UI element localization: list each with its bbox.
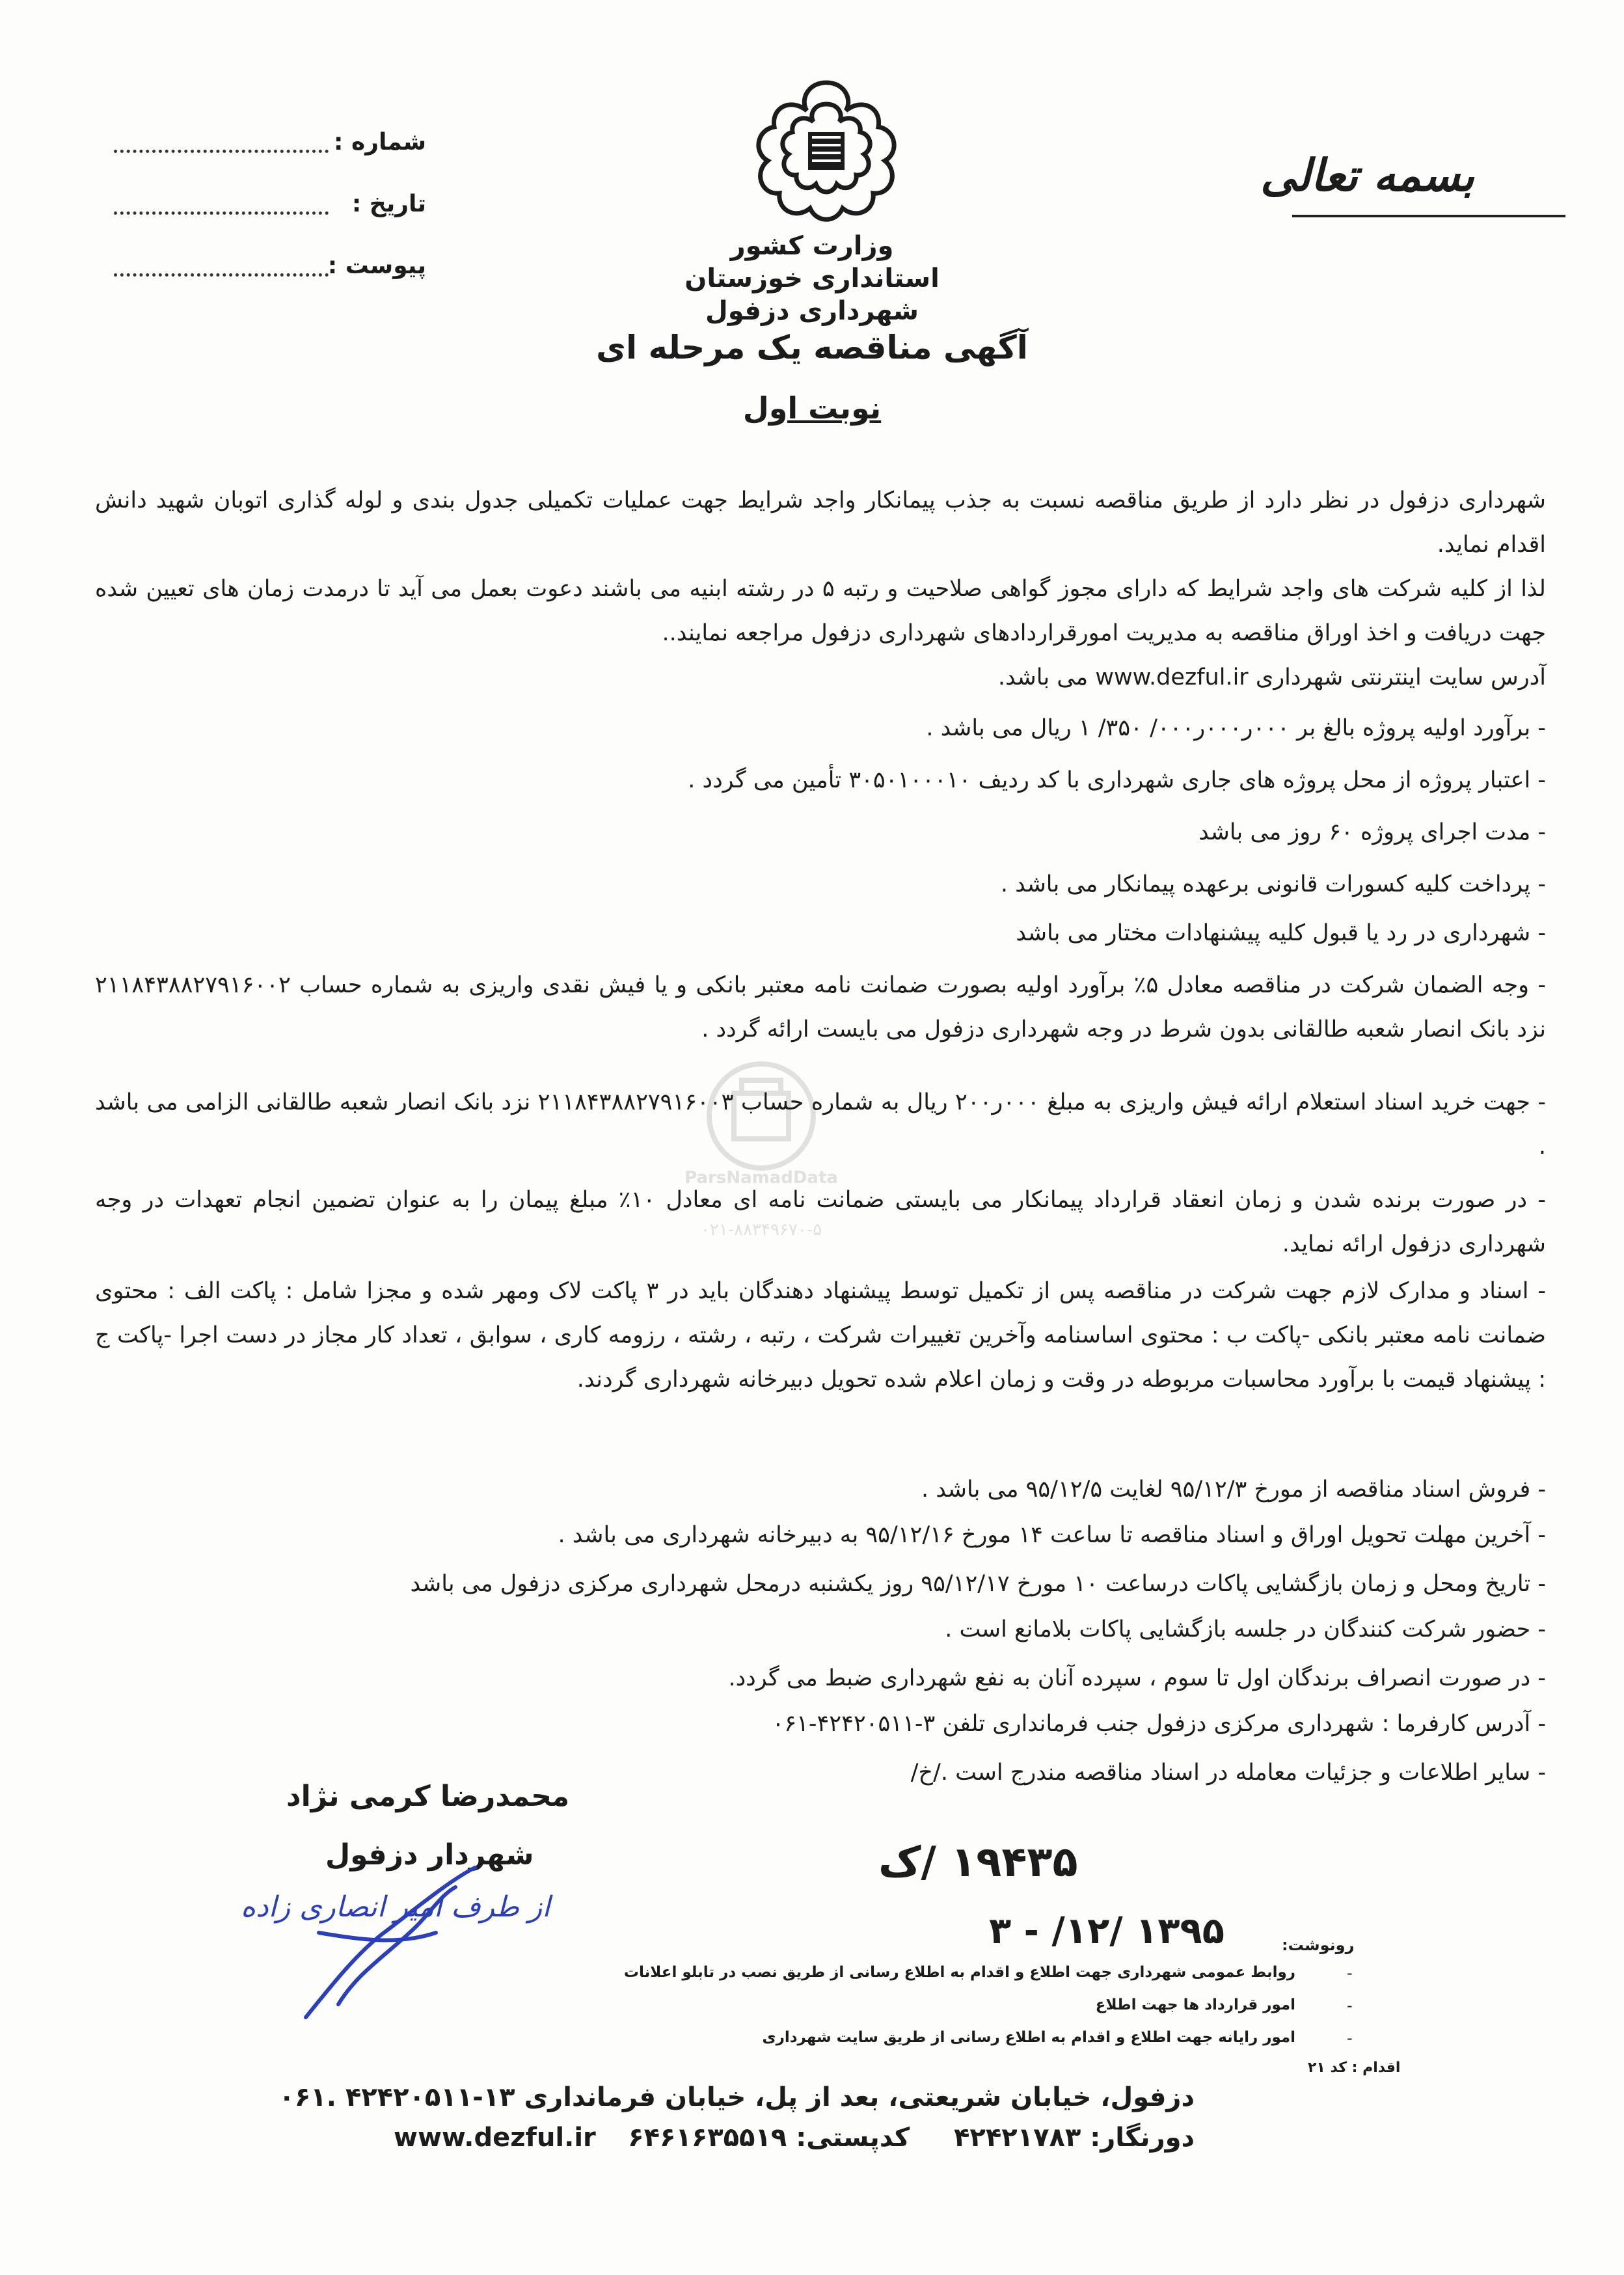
basmala: بسمه تعالی bbox=[1260, 150, 1474, 202]
fax-number: ۴۲۴۲۱۷۸۳ bbox=[954, 2123, 1081, 2153]
date-field bbox=[114, 182, 426, 221]
cc-bullet: - bbox=[1347, 2029, 1353, 2047]
letter-number: ۱۹۴۳۵ /ک bbox=[878, 1838, 1078, 1887]
basmala-underline bbox=[1292, 215, 1565, 217]
list-item: - شهرداری در رد یا قبول کلیه پیشنهادات مختار می باشد bbox=[1016, 920, 1546, 946]
attachment-label: پیوست : bbox=[327, 252, 426, 279]
postal-label: کدپستی: bbox=[796, 2123, 910, 2153]
list-item: - در صورت برنده شدن و زمان انعقاد قرارداد پیمانکار می بایستی ضمانت نامه ای معادل ۱۰٪ مبلغ پیمان را به عنوان تضمین انجام تعهدات در وجه شهرداری دزفول ارائه نماید. bbox=[95, 1187, 1547, 1257]
watermark-name: ParsNamadData bbox=[684, 1168, 838, 1188]
cc-action: اقدام : کد ۲۱ bbox=[1308, 2060, 1401, 2076]
signer-name: محمدرضا کرمی نژاد bbox=[286, 1780, 570, 1813]
list-item: - مدت اجرای پروژه ۶۰ روز می باشد bbox=[1198, 819, 1546, 845]
list-item: - اعتبار پروژه از محل پروژه های جاری شهرداری با کد ردیف ۳۰۵۰۱۰۰۰۱۰ تأمین می گردد . bbox=[688, 767, 1546, 793]
list-item: - جهت خرید اسناد استعلام ارائه فیش واریزی به مبلغ ۰۰۰ر۲۰۰ ریال به شماره حساب ۲۱۱۸۴۳۸۸۲۷۹۱۶۰۰۳ نزد بانک انصار شعبه طالقانی الزامی می باشد . bbox=[95, 1089, 1546, 1160]
list-item: - پرداخت کلیه کسورات قانونی برعهده پیمانکار می باشد . bbox=[1000, 871, 1546, 897]
list-item: - حضور شرکت کنندگان در جلسه بازگشایی پاکات بلامانع است . bbox=[945, 1616, 1546, 1642]
invite-paragraph: لذا از کلیه شرکت های واجد شرایط که دارای مجوز گواهی صلاحیت و رتبه ۵ در رشته ابنیه می باشند دعوت بعمل می آید تا درمدت زمان های تعیین شده جهت دریافت و اخذ اوراق مناقصه به مدیریت امورقراردادهای شهرداری دزفول مراجعه نمایند.. bbox=[95, 576, 1546, 646]
signer-role: شهردار دزفول bbox=[325, 1838, 534, 1872]
watermark-phone: ۰۲۱-۸۸۳۴۹۶۷۰-۵ bbox=[700, 1220, 822, 1240]
intro-paragraph: شهرداری دزفول در نظر دارد از طریق مناقصه نسبت به جذب پیمانکار واجد شرایط جهت عملیات تکمیلی جدول بندی و لوله گذاری اتوبان شهید دانش اقدام نماید. bbox=[95, 487, 1546, 558]
cc-bullet: - bbox=[1347, 1996, 1353, 2015]
list-item: - در صورت انصراف برندگان اول تا سوم ، سپرده آنان به نفع شهرداری ضبط می گردد. bbox=[728, 1665, 1546, 1691]
fax-label: دورنگار: bbox=[1090, 2123, 1195, 2153]
cc-title: رونوشت: bbox=[1282, 1936, 1355, 1954]
handwritten-signature: از طرف امیر انصاری زاده bbox=[241, 1890, 550, 1924]
list-item: - اسناد و مدارک لازم جهت شرکت در مناقصه پس از تکمیل توسط پیشنهاد دهندگان باید در ۳ پاکت لاک ومهر شده و مجزا شامل : پاکت الف : محتوی ضمانت نامه معتبر بانکی -پاکت ب : محتوی اساسنامه وآخرین تغییرات شرکت ، رتبه ، رشته ، رزومه کاری ، سوابق ، تعداد کار مجاز در دست اجرا -پاکت ج : پیشنهاد قیمت با برآورد محاسبات مربوطه در وقت و زمان اعلام شده تحویل دبیرخانه شهرداری گردند. bbox=[95, 1278, 1546, 1393]
list-item: - سایر اطلاعات و جزئیات معامله در اسناد مناقصه مندرج است ./خ/ bbox=[910, 1760, 1546, 1786]
list-item: - آدرس کارفرما : شهرداری مرکزی دزفول جنب فرمانداری تلفن ۳-۴۲۴۲۰۵۱۱-۰۶۱ bbox=[772, 1711, 1546, 1737]
municipality-emblem bbox=[748, 75, 904, 225]
signature-scribble bbox=[280, 1855, 501, 2024]
cc-item: امور قرارداد ها جهت اطلاع bbox=[1095, 1996, 1295, 2013]
number-field bbox=[114, 120, 426, 159]
cc-bullet: - bbox=[1347, 1964, 1353, 1982]
ministry-line: وزارت کشور bbox=[730, 231, 894, 261]
round-label: نوبت اول bbox=[742, 390, 882, 426]
province-line: استانداری خوزستان bbox=[684, 264, 940, 293]
date-label: تاریخ : bbox=[351, 191, 426, 217]
list-item: - وجه الضمان شرکت در مناقصه معادل ۵٪ برآورد اولیه بصورت ضمانت نامه معتبر بانکی و یا فیش نقدی واریزی به شماره حساب ۲۱۱۸۴۳۸۸۲۷۹۱۶۰۰۲ نزد بانک انصار شعبه طالقانی بدون شرط در وجه شهرداری دزفول می بایست ارائه گردد . bbox=[95, 972, 1546, 1042]
list-item: - برآورد اولیه پروژه بالغ بر ۰۰۰ر۰۰۰ر۰۰۰/ ۳۵۰/ ۱ ریال می باشد . bbox=[926, 715, 1546, 741]
cc-item: روابط عمومی شهرداری جهت اطلاع و اقدام به اطلاع رسانی از طریق نصب در تابلو اعلانات bbox=[623, 1964, 1295, 1981]
list-item: - آخرین مهلت تحویل اوراق و اسناد مناقصه تا ساعت ۱۴ مورخ ۹۵/۱۲/۱۶ به دبیرخانه شهرداری می باشد . bbox=[558, 1522, 1546, 1548]
letter-date: ۱۳۹۵ /۱۲/ - ۳ bbox=[989, 1910, 1225, 1952]
list-item: - تاریخ ومحل و زمان بازگشایی پاکات درساعت ۱۰ مورخ ۹۵/۱۲/۱۷ روز یکشنبه درمحل شهرداری مرکزی دزفول می باشد bbox=[410, 1571, 1546, 1597]
website-paragraph: آدرس سایت اینترنتی شهرداری www.dezful.ir می باشد. bbox=[997, 664, 1546, 690]
number-label: شماره : bbox=[334, 129, 426, 156]
footer-contact bbox=[628, 2123, 1195, 2153]
tender-title: آگهی مناقصه یک مرحله ای bbox=[596, 329, 1028, 366]
list-item: - فروش اسناد مناقصه از مورخ ۹۵/۱۲/۳ لغایت ۹۵/۱۲/۵ می باشد . bbox=[921, 1477, 1546, 1503]
footer-website[interactable]: www.dezful.ir bbox=[394, 2123, 596, 2153]
municipality-line: شهرداری دزفول bbox=[705, 296, 919, 326]
postal-code: ۶۴۶۱۶۳۵۵۱۹ bbox=[628, 2123, 787, 2153]
footer-address: دزفول، خیابان شریعتی، بعد از پل، خیابان فرمانداری ۱۳-۴۲۴۲۰۵۱۱ .۰۶۱ bbox=[278, 2082, 1195, 2112]
cc-item: امور رایانه جهت اطلاع و اقدام به اطلاع رسانی از طریق سایت شهرداری bbox=[762, 2029, 1295, 2046]
